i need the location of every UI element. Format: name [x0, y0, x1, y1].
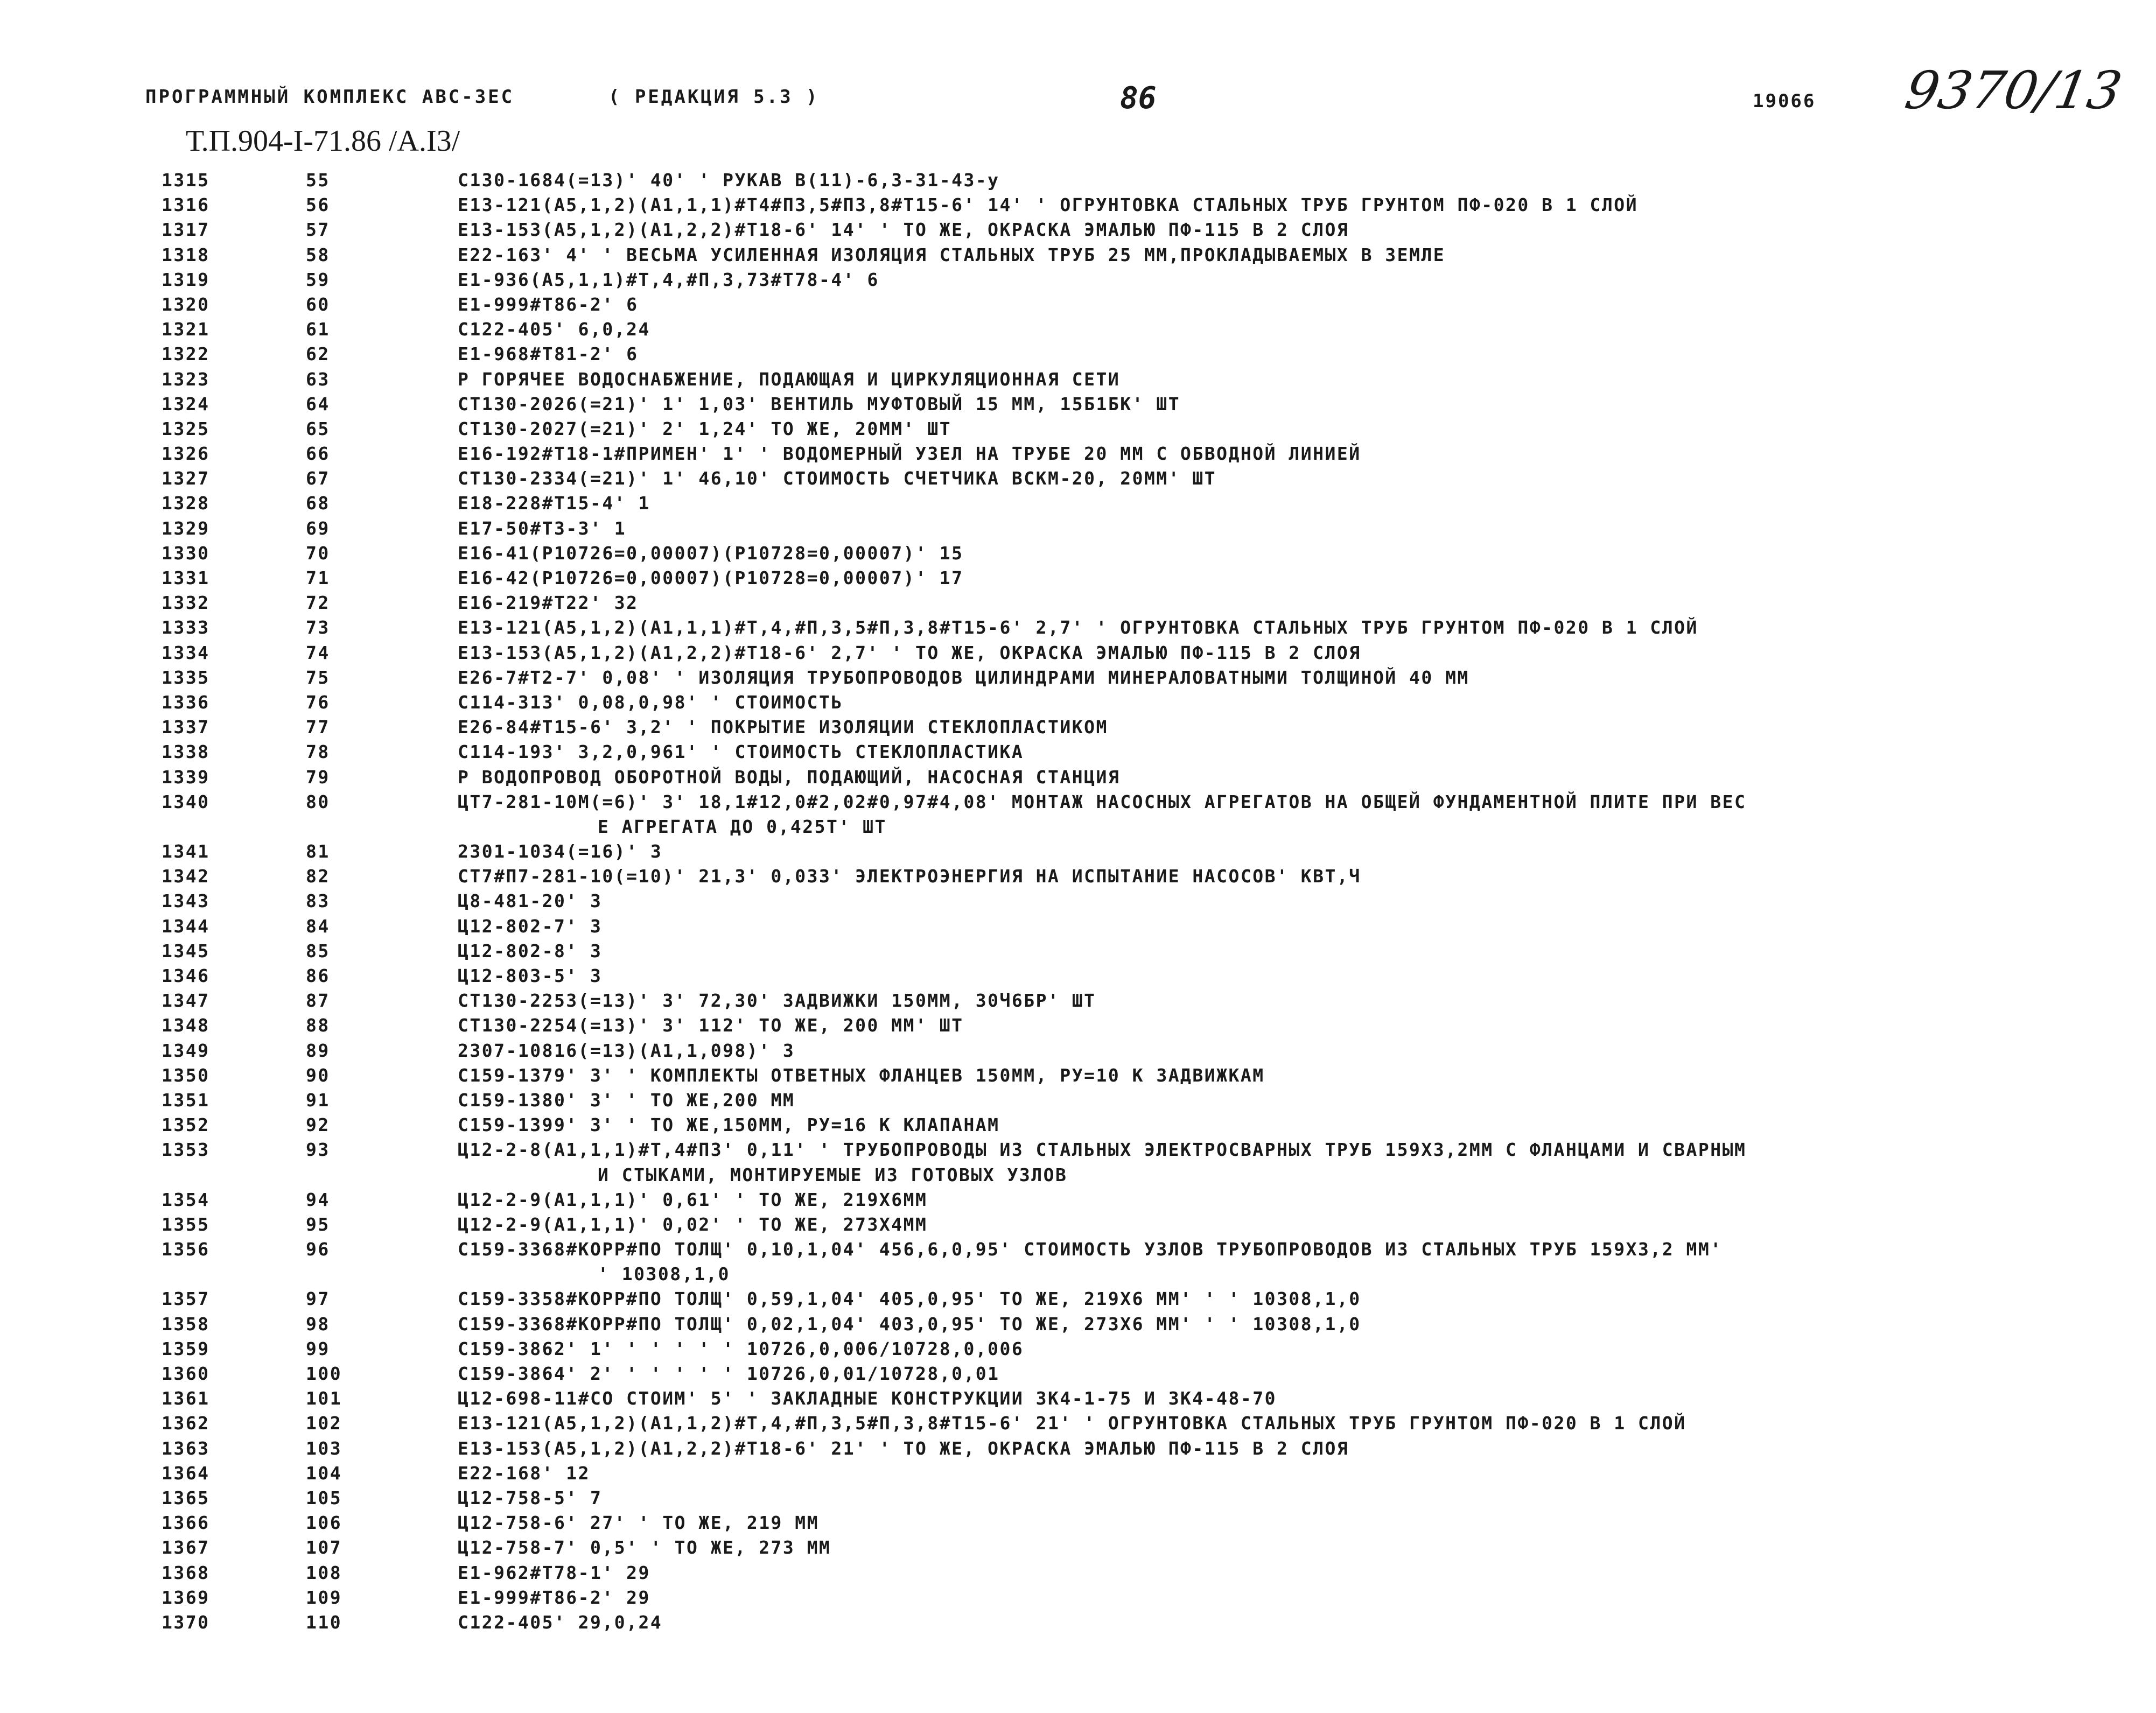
row-number: 1336: [162, 691, 210, 713]
row-number: 1328: [162, 493, 210, 514]
row-number: 1356: [162, 1239, 210, 1260]
row-number: 1351: [162, 1089, 210, 1111]
row-text: Е16-41(Р10726=0,00007)(Р10728=0,00007)' 15: [458, 542, 964, 564]
row-text: Ц12-2-9(А1,1,1)' 0,02' ' ТО ЖЕ, 273Х4ММ: [458, 1213, 928, 1235]
row-number: 1331: [162, 567, 210, 588]
row-text: Е16-192#Т18-1#ПРИМЕН' 1' ' ВОДОМЕРНЫЙ УЗЕЛ НА ТРУБЕ 20 ММ С ОБВОДНОЙ ЛИНИЕЙ: [458, 443, 1361, 465]
document-subheader: Т.П.904-I-71.86 /А.I3/: [186, 124, 460, 158]
row-number: 1315: [162, 170, 210, 191]
row-text: Ц8-481-20' 3: [458, 890, 603, 912]
row-text: Ц12-2-9(А1,1,1)' 0,61' ' ТО ЖЕ, 219Х6ММ: [458, 1189, 928, 1210]
sequence-number: 102: [306, 1413, 342, 1434]
row-number: 1355: [162, 1213, 210, 1235]
row-number: 1366: [162, 1512, 210, 1534]
listing-row: [0, 791, 2156, 816]
listing-row: [0, 841, 2156, 866]
row-text: Е13-153(А5,1,2)(А1,2,2)#Т18-6' 14' ' ТО ЖЕ, ОКРАСКА ЭМАЛЬЮ ПФ-115 В 2 СЛОЯ: [458, 219, 1349, 241]
listing-row: [0, 567, 2156, 592]
listing-row: [0, 692, 2156, 717]
row-text: СТ130-2026(=21)' 1' 1,03' ВЕНТИЛЬ МУФТОВЫЙ 15 ММ, 15Б1БК' ШТ: [458, 393, 1181, 415]
row-text: Е16-42(Р10726=0,00007)(Р10728=0,00007)' 17: [458, 567, 964, 588]
sequence-number: 103: [306, 1437, 342, 1459]
sequence-number: 68: [306, 493, 330, 514]
row-number: 1363: [162, 1437, 210, 1459]
sequence-number: 63: [306, 368, 330, 390]
sequence-number: 86: [306, 965, 330, 986]
sequence-number: 99: [306, 1338, 330, 1359]
row-number: 1343: [162, 890, 210, 912]
listing-row: [0, 369, 2156, 394]
row-text: Ц12-802-7' 3: [458, 915, 603, 937]
row-text: С114-313' 0,08,0,98' ' СТОИМОСТЬ: [458, 691, 843, 713]
listing-row: [0, 170, 2156, 194]
row-text: С122-405' 29,0,24: [458, 1611, 663, 1633]
listing-row: [0, 1214, 2156, 1239]
row-number: 1332: [162, 592, 210, 614]
row-text: Е22-168' 12: [458, 1462, 591, 1484]
sequence-number: 95: [306, 1213, 330, 1235]
listing-row: [0, 219, 2156, 244]
page-number: 86: [1120, 81, 1157, 116]
sequence-number: 60: [306, 293, 330, 315]
row-text: Е1-962#Т78-1' 29: [458, 1562, 650, 1583]
listing-row: [0, 1015, 2156, 1040]
listing-row: [0, 1065, 2156, 1090]
listing-row: [0, 767, 2156, 791]
row-text: С159-3862' 1' ' ' ' ' ' 10726,0,006/10728,0,006: [458, 1338, 1024, 1359]
listing-row: [0, 1314, 2156, 1338]
sequence-number: 83: [306, 890, 330, 912]
sequence-number: 87: [306, 990, 330, 1012]
row-text: С159-3368#КОРР#ПО ТОЛЩ' 0,10,1,04' 456,6,0,95' СТОИМОСТЬ УЗЛОВ ТРУБОПРОВОДОВ ИЗ СТАЛЬНЫХ ТРУБ 159Х3,2 ММ': [458, 1239, 1723, 1260]
listing-row: [0, 294, 2156, 319]
row-text: Е16-219#Т22' 32: [458, 592, 639, 614]
listing-row: [0, 1512, 2156, 1537]
sequence-number: 56: [306, 194, 330, 216]
sequence-number: 77: [306, 717, 330, 738]
listing-row: [0, 965, 2156, 990]
row-text: Ц12-758-7' 0,5' ' ТО ЖЕ, 273 ММ: [458, 1537, 831, 1558]
row-number: 1350: [162, 1064, 210, 1086]
listing-row: [0, 244, 2156, 269]
row-text: Е1-999#Т86-2' 29: [458, 1586, 650, 1608]
sequence-number: 81: [306, 841, 330, 862]
sequence-number: 85: [306, 940, 330, 961]
row-number: 1318: [162, 244, 210, 265]
row-text: С114-193' 3,2,0,961' ' СТОИМОСТЬ СТЕКЛОПЛАСТИКА: [458, 741, 1024, 763]
row-number: 1364: [162, 1462, 210, 1484]
row-text: Ц12-758-6' 27' ' ТО ЖЕ, 219 ММ: [458, 1512, 820, 1534]
sequence-number: 105: [306, 1487, 342, 1508]
listing-row: [0, 1388, 2156, 1413]
row-text: СТ130-2027(=21)' 2' 1,24' ТО ЖЕ, 20ММ' ШТ: [458, 418, 952, 439]
sequence-number: 72: [306, 592, 330, 614]
row-number: 1359: [162, 1338, 210, 1359]
row-number: 1337: [162, 717, 210, 738]
listing-row: [0, 667, 2156, 692]
sequence-number: 82: [306, 866, 330, 887]
row-text: 2301-1034(=16)' 3: [458, 841, 663, 862]
listing-row: [0, 518, 2156, 543]
row-text: Е13-121(А5,1,2)(А1,1,2)#Т,4,#П,3,5#П,3,8#Т15-6' 21' ' ОГРУНТОВКА СТАЛЬНЫХ ТРУБ ГРУНТОМ ПФ-020 В 1 СЛОЙ: [458, 1413, 1686, 1434]
listing-row: [0, 1463, 2156, 1487]
listing-row: [0, 269, 2156, 294]
row-text: СТ7#П7-281-10(=10)' 21,3' 0,033' ЭЛЕКТРОЭНЕРГИЯ НА ИСПЫТАНИЕ НАСОСОВ' КВТ,Ч: [458, 866, 1361, 887]
sequence-number: 62: [306, 343, 330, 365]
listing-row: [0, 990, 2156, 1015]
listing-row: [0, 543, 2156, 567]
listing-row: [0, 1114, 2156, 1139]
row-number: 1324: [162, 393, 210, 415]
listing-row-continuation: [0, 816, 2156, 841]
sequence-number: 57: [306, 219, 330, 241]
row-number: 1357: [162, 1288, 210, 1310]
sequence-number: 59: [306, 269, 330, 290]
row-text: Ц12-698-11#СО СТОИМ' 5' ' ЗАКЛАДНЫЕ КОНСТРУКЦИИ ЗК4-1-75 И ЗК4-48-70: [458, 1388, 1277, 1409]
row-number: 1369: [162, 1586, 210, 1608]
listing-rows: [0, 170, 2156, 1637]
sequence-number: 69: [306, 517, 330, 539]
row-number: 1368: [162, 1562, 210, 1583]
sequence-number: 61: [306, 319, 330, 340]
row-number: 1319: [162, 269, 210, 290]
sequence-number: 78: [306, 741, 330, 763]
row-text: Е13-153(А5,1,2)(А1,2,2)#Т18-6' 2,7' ' ТО ЖЕ, ОКРАСКА ЭМАЛЬЮ ПФ-115 В 2 СЛОЯ: [458, 642, 1361, 663]
row-number: 1340: [162, 791, 210, 812]
row-text: Е13-153(А5,1,2)(А1,2,2)#Т18-6' 21' ' ТО ЖЕ, ОКРАСКА ЭМАЛЬЮ ПФ-115 В 2 СЛОЯ: [458, 1437, 1349, 1459]
sequence-number: 65: [306, 418, 330, 439]
sequence-number: 108: [306, 1562, 342, 1583]
row-text: Е26-84#Т15-6' 3,2' ' ПОКРЫТИЕ ИЗОЛЯЦИИ СТЕКЛОПЛАСТИКОМ: [458, 717, 1108, 738]
row-number: 1327: [162, 468, 210, 489]
sequence-number: 97: [306, 1288, 330, 1310]
row-number: 1349: [162, 1040, 210, 1061]
sequence-number: 100: [306, 1363, 342, 1384]
sequence-number: 92: [306, 1114, 330, 1136]
row-text: ЦТ7-281-10М(=6)' 3' 18,1#12,0#2,02#0,97#4,08' МОНТАЖ НАСОСНЫХ АГРЕГАТОВ НА ОБЩЕЙ ФУНДАМЕНТНОЙ ПЛИТЕ ПРИ ВЕС: [458, 791, 1747, 812]
row-number: 1362: [162, 1413, 210, 1434]
sequence-number: 74: [306, 642, 330, 663]
row-text: С159-1399' 3' ' ТО ЖЕ,150ММ, РУ=16 К КЛАПАНАМ: [458, 1114, 1000, 1136]
row-text: Е1-999#Т86-2' 6: [458, 293, 639, 315]
row-number: 1330: [162, 542, 210, 564]
listing-row: [0, 394, 2156, 418]
sequence-number: 98: [306, 1313, 330, 1335]
row-text: С122-405' 6,0,24: [458, 319, 650, 340]
row-number: 1348: [162, 1015, 210, 1036]
listing-row: [0, 1139, 2156, 1164]
listing-row: [0, 468, 2156, 493]
listing-row: [0, 1438, 2156, 1463]
row-number: 1339: [162, 766, 210, 788]
listing-row: [0, 1537, 2156, 1562]
listing-row: [0, 443, 2156, 468]
sequence-number: 70: [306, 542, 330, 564]
listing-row: [0, 319, 2156, 343]
row-text: С159-3368#КОРР#ПО ТОЛЩ' 0,02,1,04' 403,0,95' ТО ЖЕ, 273Х6 ММ' ' ' 10308,1,0: [458, 1313, 1361, 1335]
sequence-number: 101: [306, 1388, 342, 1409]
sequence-number: 73: [306, 617, 330, 638]
sequence-number: 110: [306, 1611, 342, 1633]
sequence-number: 94: [306, 1189, 330, 1210]
row-text: С130-1684(=13)' 40' ' РУКАВ В(11)-6,3-31-43-у: [458, 170, 1000, 191]
listing-row: [0, 343, 2156, 368]
row-text: Е22-163' 4' ' ВЕСЬМА УСИЛЕННАЯ ИЗОЛЯЦИЯ СТАЛЬНЫХ ТРУБ 25 ММ,ПРОКЛАДЫВАЕМЫХ В ЗЕМЛЕ: [458, 244, 1446, 265]
row-number: 1353: [162, 1139, 210, 1161]
row-text: С159-1380' 3' ' ТО ЖЕ,200 ММ: [458, 1089, 795, 1111]
row-number: 1338: [162, 741, 210, 763]
row-number: 1344: [162, 915, 210, 937]
sequence-number: 90: [306, 1064, 330, 1086]
row-text: ' 10308,1,0: [598, 1263, 731, 1285]
row-number: 1358: [162, 1313, 210, 1335]
sequence-number: 107: [306, 1537, 342, 1558]
listing-row: [0, 1487, 2156, 1512]
sequence-number: 109: [306, 1586, 342, 1608]
sequence-number: 80: [306, 791, 330, 812]
row-number: 1320: [162, 293, 210, 315]
row-number: 1326: [162, 443, 210, 465]
listing-row: [0, 1288, 2156, 1313]
listing-row-continuation: [0, 1263, 2156, 1288]
row-text: Ц12-2-8(А1,1,1)#Т,4#П3' 0,11' ' ТРУБОПРОВОДЫ ИЗ СТАЛЬНЫХ ЭЛЕКТРОСВАРНЫХ ТРУБ 159Х3,2ММ С ФЛАНЦАМИ И СВАРНЫМ: [458, 1139, 1747, 1161]
row-text: СТ130-2334(=21)' 1' 46,10' СТОИМОСТЬ СЧЕТЧИКА ВСКМ-20, 20ММ' ШТ: [458, 468, 1217, 489]
listing-row: [0, 940, 2156, 965]
listing-row: [0, 916, 2156, 940]
row-number: 1365: [162, 1487, 210, 1508]
row-text: И СТЫКАМИ, МОНТИРУЕМЫЕ ИЗ ГОТОВЫХ УЗЛОВ: [598, 1164, 1068, 1185]
sequence-number: 91: [306, 1089, 330, 1111]
row-text: Ц12-758-5' 7: [458, 1487, 603, 1508]
listing-row: [0, 194, 2156, 219]
row-number: 1322: [162, 343, 210, 365]
row-number: 1341: [162, 841, 210, 862]
row-text: Р ВОДОПРОВОД ОБОРОТНОЙ ВОДЫ, ПОДАЮЩИЙ, НАСОСНАЯ СТАНЦИЯ: [458, 766, 1121, 788]
row-number: 1316: [162, 194, 210, 216]
listing-row-continuation: [0, 1164, 2156, 1189]
sequence-number: 89: [306, 1040, 330, 1061]
row-number: 1346: [162, 965, 210, 986]
sequence-number: 96: [306, 1239, 330, 1260]
listing-row: [0, 592, 2156, 617]
listing-row: [0, 741, 2156, 766]
listing-row: [0, 1338, 2156, 1363]
row-text: С159-1379' 3' ' КОМПЛЕКТЫ ОТВЕТНЫХ ФЛАНЦЕВ 150ММ, РУ=10 К ЗАДВИЖКАМ: [458, 1064, 1265, 1086]
row-text: С159-3864' 2' ' ' ' ' ' 10726,0,01/10728,0,01: [458, 1363, 1000, 1384]
row-text: СТ130-2254(=13)' 3' 112' ТО ЖЕ, 200 ММ' ШТ: [458, 1015, 964, 1036]
listing-row: [0, 1612, 2156, 1637]
row-text: Ц12-802-8' 3: [458, 940, 603, 961]
row-number: 1329: [162, 517, 210, 539]
row-number: 1342: [162, 866, 210, 887]
row-number: 1360: [162, 1363, 210, 1384]
row-number: 1335: [162, 666, 210, 688]
row-number: 1334: [162, 642, 210, 663]
listing-row: [0, 717, 2156, 741]
document-code: 19066: [1753, 90, 1816, 112]
row-number: 1347: [162, 990, 210, 1012]
sequence-number: 106: [306, 1512, 342, 1534]
sequence-number: 88: [306, 1015, 330, 1036]
sequence-number: 84: [306, 915, 330, 937]
listing-row: [0, 1413, 2156, 1437]
handwritten-number: 9370/13: [1901, 60, 2126, 121]
sequence-number: 64: [306, 393, 330, 415]
row-number: 1354: [162, 1189, 210, 1210]
row-number: 1325: [162, 418, 210, 439]
listing-row: [0, 1189, 2156, 1214]
row-text: Е13-121(А5,1,2)(А1,1,1)#Т4#П3,5#П3,8#Т15-6' 14' ' ОГРУНТОВКА СТАЛЬНЫХ ТРУБ ГРУНТОМ ПФ-020 В 1 СЛОЙ: [458, 194, 1639, 216]
row-text: Е26-7#Т2-7' 0,08' ' ИЗОЛЯЦИЯ ТРУБОПРОВОДОВ ЦИЛИНДРАМИ МИНЕРАЛОВАТНЫМИ ТОЛЩИНОЙ 40 ММ: [458, 666, 1469, 688]
row-text: Ц12-803-5' 3: [458, 965, 603, 986]
row-number: 1367: [162, 1537, 210, 1558]
listing-row: [0, 617, 2156, 642]
row-number: 1345: [162, 940, 210, 961]
listing-row: [0, 1239, 2156, 1263]
sequence-number: 93: [306, 1139, 330, 1161]
row-number: 1370: [162, 1611, 210, 1633]
edition-label: ( РЕДАКЦИЯ 5.3 ): [608, 86, 820, 108]
listing-row: [0, 1040, 2156, 1065]
sequence-number: 55: [306, 170, 330, 191]
row-text: Е1-968#Т81-2' 6: [458, 343, 639, 365]
sequence-number: 71: [306, 567, 330, 588]
sequence-number: 58: [306, 244, 330, 265]
listing-row: [0, 866, 2156, 890]
row-text: Е13-121(А5,1,2)(А1,1,1)#Т,4,#П,3,5#П,3,8#Т15-6' 2,7' ' ОГРУНТОВКА СТАЛЬНЫХ ТРУБ ГРУНТОМ ПФ-020 В 1 СЛОЙ: [458, 617, 1698, 638]
sequence-number: 79: [306, 766, 330, 788]
row-number: 1361: [162, 1388, 210, 1409]
listing-row: [0, 642, 2156, 667]
sequence-number: 76: [306, 691, 330, 713]
listing-row: [0, 1587, 2156, 1612]
row-number: 1317: [162, 219, 210, 241]
listing-row: [0, 493, 2156, 517]
row-text: Е1-936(А5,1,1)#Т,4,#П,3,73#Т78-4' 6: [458, 269, 879, 290]
listing-row: [0, 1562, 2156, 1587]
row-number: 1352: [162, 1114, 210, 1136]
row-text: Е АГРЕГАТА ДО 0,425Т' ШТ: [598, 816, 887, 837]
listing-row: [0, 1090, 2156, 1114]
row-text: Р ГОРЯЧЕЕ ВОДОСНАБЖЕНИЕ, ПОДАЮЩАЯ И ЦИРКУЛЯЦИОННАЯ СЕТИ: [458, 368, 1121, 390]
row-text: Е17-50#Т3-3' 1: [458, 517, 627, 539]
program-title: ПРОГРАММНЫЙ КОМПЛЕКС АВС-ЗЕС: [145, 86, 515, 108]
listing-row: [0, 890, 2156, 915]
row-text: Е18-228#Т15-4' 1: [458, 493, 650, 514]
row-text: 2307-10816(=13)(А1,1,098)' 3: [458, 1040, 795, 1061]
row-number: 1323: [162, 368, 210, 390]
sequence-number: 67: [306, 468, 330, 489]
row-text: С159-3358#КОРР#ПО ТОЛЩ' 0,59,1,04' 405,0,95' ТО ЖЕ, 219Х6 ММ' ' ' 10308,1,0: [458, 1288, 1361, 1310]
row-number: 1321: [162, 319, 210, 340]
listing-row: [0, 1363, 2156, 1388]
listing-row: [0, 418, 2156, 443]
row-text: СТ130-2253(=13)' 3' 72,30' ЗАДВИЖКИ 150ММ, 30Ч6БР' ШТ: [458, 990, 1096, 1012]
row-number: 1333: [162, 617, 210, 638]
sequence-number: 75: [306, 666, 330, 688]
sequence-number: 104: [306, 1462, 342, 1484]
sequence-number: 66: [306, 443, 330, 465]
